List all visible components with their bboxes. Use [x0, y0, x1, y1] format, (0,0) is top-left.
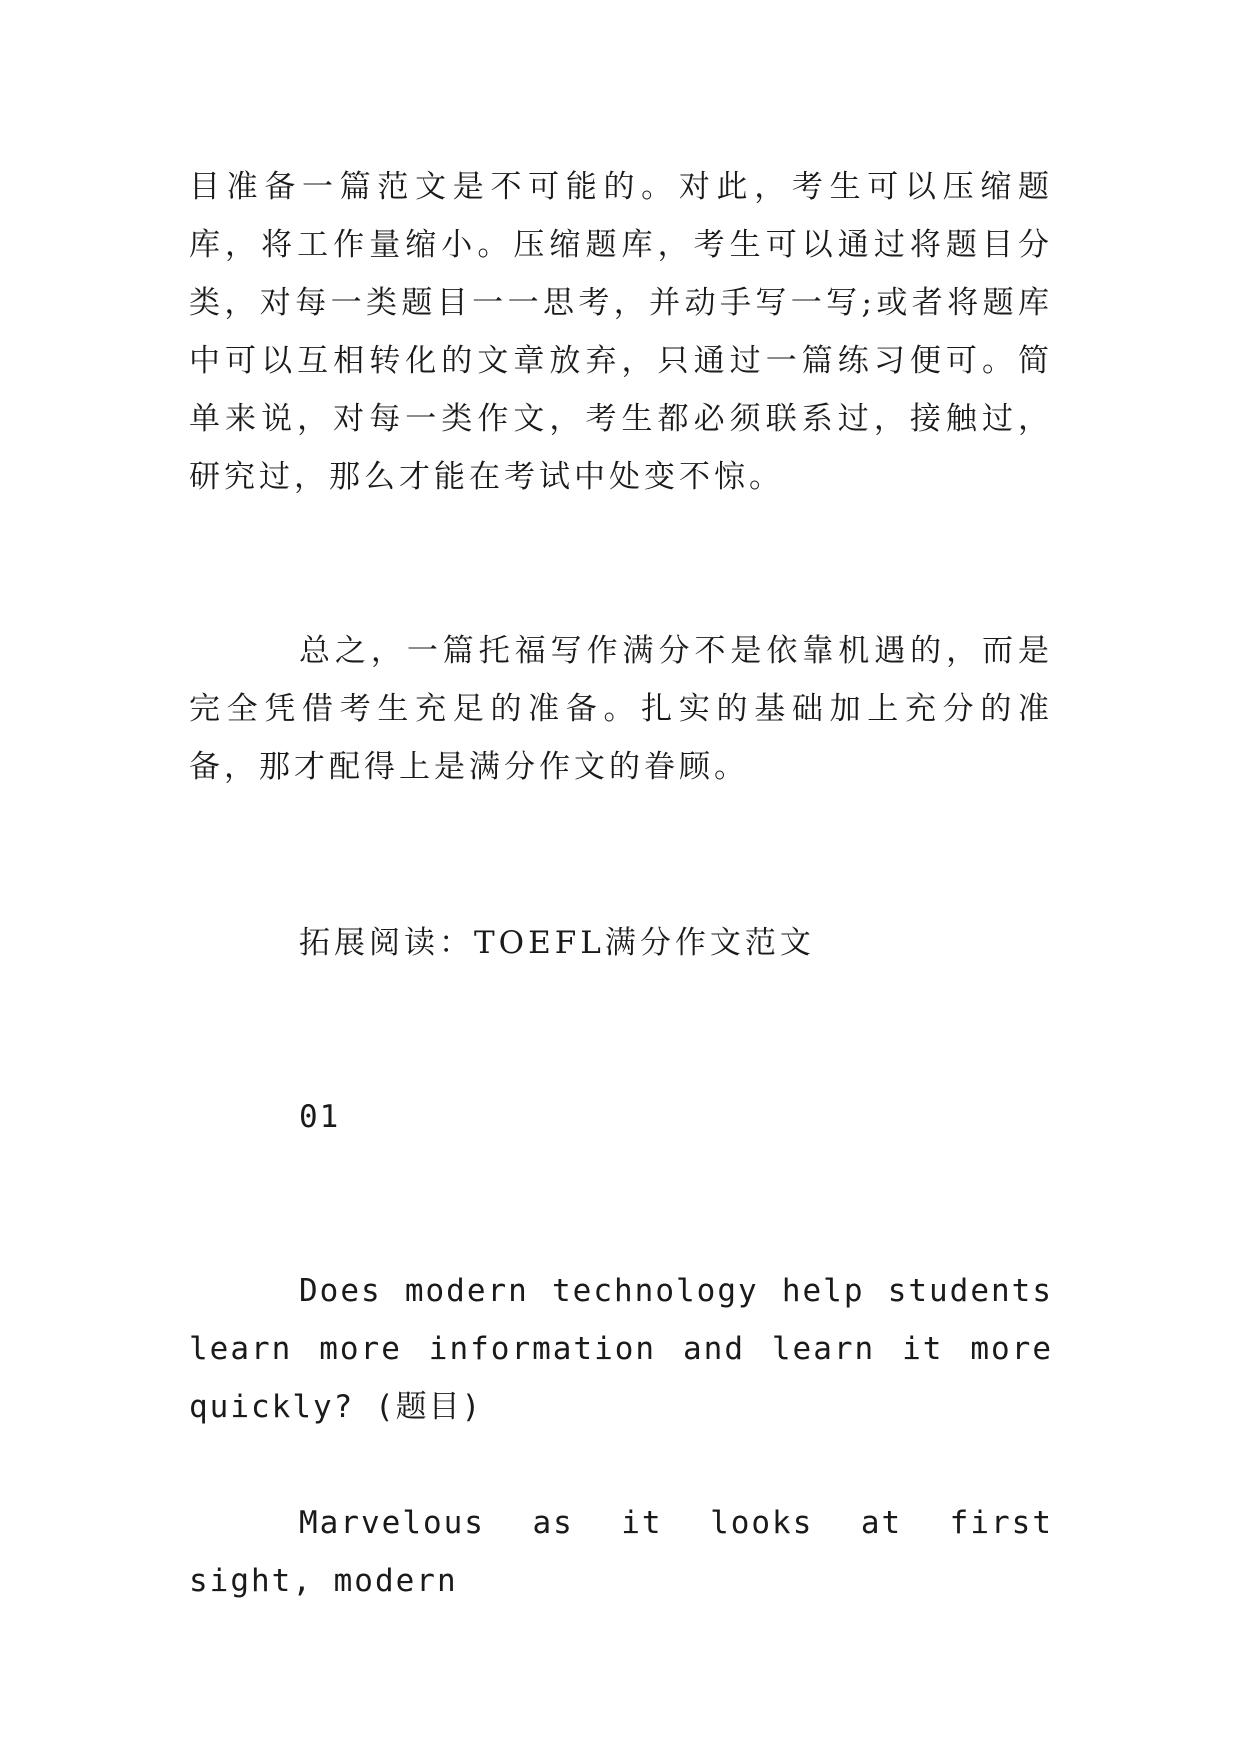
conclusion-paragraph: 总之，一篇托福写作满分不是依靠机遇的，而是完全凭借考生充足的准备。扎实的基础加上充分的准备，那才配得上是满分作文的眷顾。 — [189, 633, 1053, 785]
essay-opening-line: Marvelous as it looks at first sight, modern — [189, 1505, 1053, 1599]
extended-reading-heading: 拓展阅读：TOEFL满分作文范文 — [299, 925, 815, 961]
essay-number: 01 — [299, 1099, 341, 1135]
essay-prompt: Does modern technology help students learn more information and learn it more quickly? (题目) — [189, 1273, 1053, 1425]
body-paragraph-continued: 目准备一篇范文是不可能的。对此，考生可以压缩题库，将工作量缩小。压缩题库，考生可以通过将题目分类，对每一类题目一一思考，并动手写一写;或者将题库中可以互相转化的文章放弃，只通过一篇练习便可。简单来说，对每一类作文，考生都必须联系过，接触过，研究过，那么才能在考试中处变不惊。 — [189, 169, 1053, 495]
